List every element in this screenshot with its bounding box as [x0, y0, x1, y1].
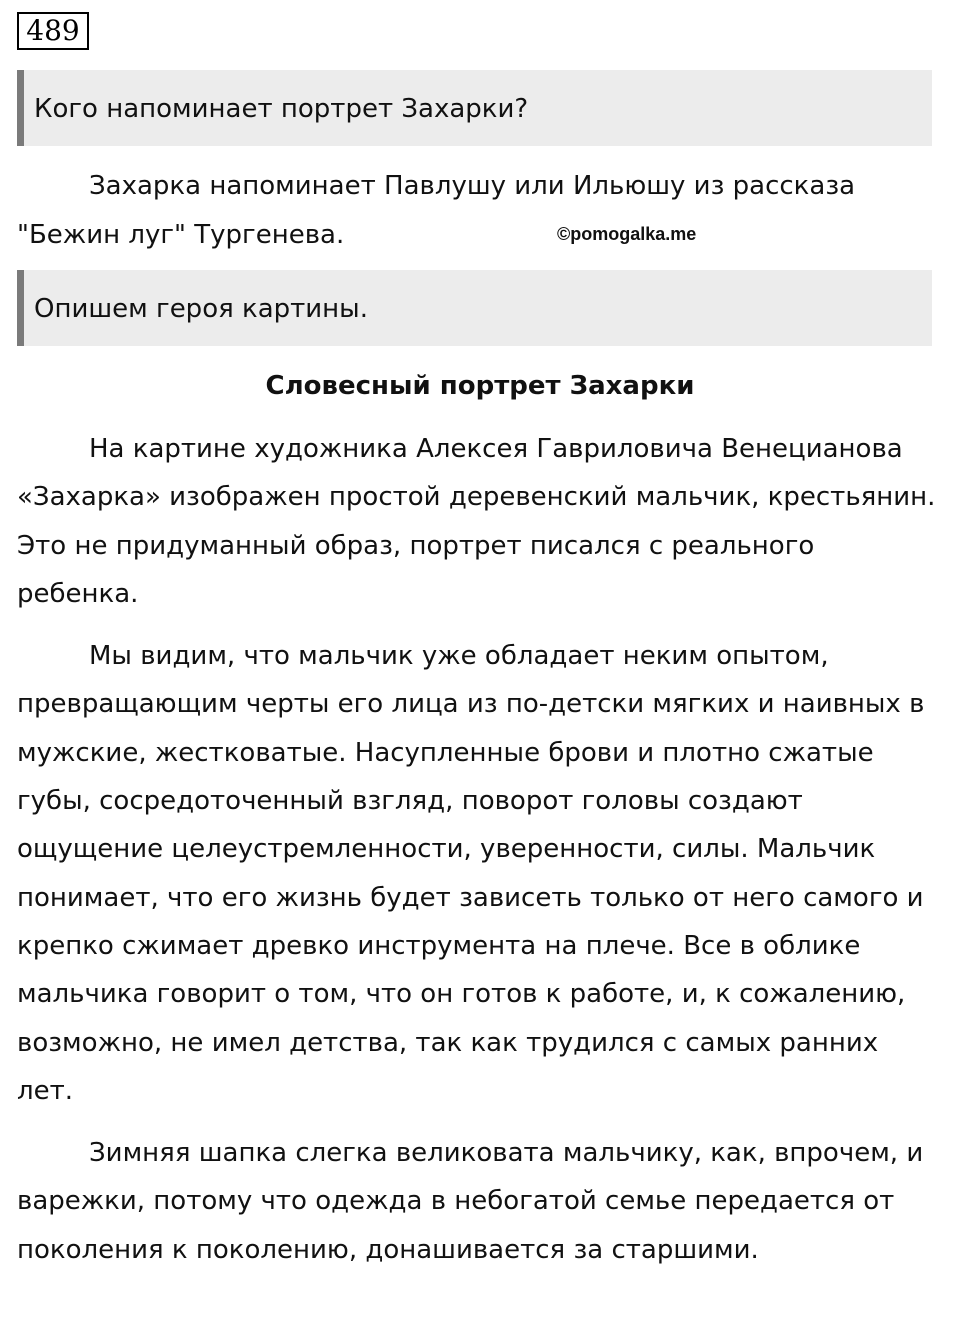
task-number: 489 [17, 12, 89, 50]
essay-body [17, 425, 942, 1288]
paragraph: Зимняя шапка слегка великовата мальчику, как, впрочем, и варежки, потому что одежда в небогатой семье передается от поколения к поколению, донашивается за старшими. [17, 1138, 924, 1265]
question-banner: Кого напоминает портрет Захарки? [17, 70, 932, 146]
answer-line: "Бежин луг" Тургенева. [17, 219, 345, 250]
question-banner: Опишем героя картины. [17, 270, 932, 346]
answer-text [17, 162, 937, 259]
paragraph: На картине художника Алексея Гавриловича Венецианова «Захарка» изображен простой деревенский мальчик, крестьянин. Это не придуманный образ, портрет писался с реального ребенка. [17, 434, 936, 609]
answer-line: Захарка напоминает Павлушу или Ильюшу из рассказа [89, 171, 856, 201]
watermark: ©pomogalka.me [557, 224, 697, 244]
section-heading: Словесный портрет Захарки [265, 371, 695, 401]
paragraph: Мы видим, что мальчик уже обладает неким опытом, превращающим черты его лица из по-детски мягких и наивных в мужские, жестковатые. Насупленные брови и плотно сжатые губы, сосредоточенный взгляд, поворот головы создают ощущение целеустремленности, уверенности, силы. Мальчик понимает, что его жизнь будет зависеть только от него самого и крепко сжимает древко инструмента на плече. Все в облике мальчика говорит о том, что он готов к работе, и, к сожалению, возможно, не имел детства, так как трудился с самых ранних лет. [17, 641, 925, 1106]
